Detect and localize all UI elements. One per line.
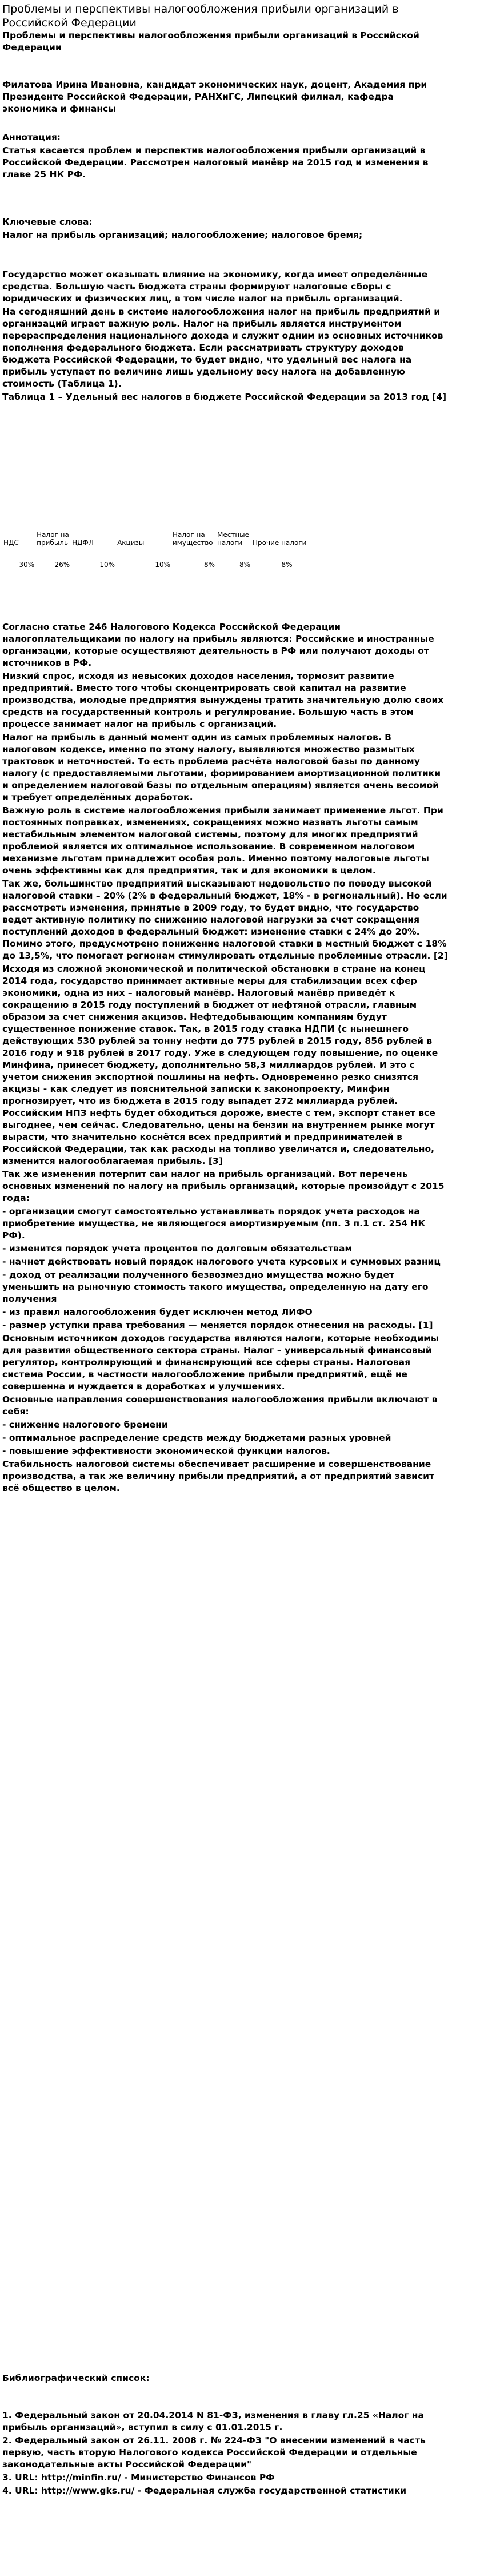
- direction-item: - снижение налогового бремени: [2, 1420, 168, 1430]
- keywords-text: Налог на прибыль организаций; налогообложение; налоговое бремя;: [2, 230, 363, 240]
- table-value-row: [2, 560, 322, 575]
- article-subtitle: Проблемы и перспективы налогообложения прибыли организаций в Российской Федерации: [2, 30, 419, 53]
- table-value-cell: 8%: [203, 560, 215, 569]
- table-header-cell: Налог на имущество: [173, 531, 213, 547]
- intro-section: [2, 269, 448, 404]
- body-paragraph: Важную роль в системе налогообложения прибыли занимает применение льгот. При постоянных поправках, изменениях, сокращениях можно назвать льготы самым нестабильным элементом налоговой системы, поэтому для многих предприятий проблемой является их оптимальное использование. В современном налоговом механизме льготам принадлежит особая роль. Именно поэтому налоговые льготы очень эффективны как для предприятия, так и для экономики в целом.: [2, 805, 443, 876]
- reference-item: 3. URL: http://minfin.ru/ - Министерство Финансов РФ: [2, 2472, 275, 2483]
- keywords-section: [2, 216, 448, 243]
- body-paragraph: Основные направления совершенствования налогообложения прибыли включают в себя:: [2, 1394, 438, 1417]
- table-header-cell: НДФЛ: [72, 539, 94, 547]
- direction-item: - оптимальное распределение средств между бюджетами разных уровней: [2, 1433, 391, 1443]
- intro-paragraph: Государство может оказывать влияние на экономику, когда имеет определённые средства. Большую часть бюджета страны формируют налоговые сборы с юридических и физических лиц, в том числе налог на прибыль организаций.: [2, 269, 428, 304]
- change-item: - доход от реализации полученного безвозмездно имущества можно будет уменьшить на рыночную стоимость такого имущества, определенную на дату его получения: [2, 1270, 429, 1304]
- abstract-label: Аннотация:: [2, 132, 61, 142]
- change-item: - изменится порядок учета процентов по долговым обязательствам: [2, 1243, 353, 1254]
- abstract-text: Статья касается проблем и перспектив налогообложения прибыли организаций в Российской Федерации. Рассмотрен налоговый манёвр на 2015 год и изменения в главе 25 НК РФ.: [2, 145, 429, 180]
- body-paragraph: Низкий спрос, исходя из невысоких доходов населения, тормозит развитие предприятий. Вместо того чтобы сконцентрировать свой капитал на развитие производства, молодые предприятия вынуждены тратить значительную долю своих средств на государственный контроль и регулирование. Большую часть в этом процессе занимает налог на прибыль с организаций.: [2, 671, 444, 729]
- body-paragraph: Так же изменения потерпит сам налог на прибыль организаций. Вот перечень основных изменений по налогу на прибыль организаций, которые произойдут с 2015 года:: [2, 1169, 445, 1203]
- author-info: [2, 79, 448, 116]
- table-value-cell: 30%: [19, 560, 35, 569]
- intro-paragraph: На сегодняшний день в системе налогообложения налог на прибыль предприятий и организаций играет важную роль. Налог на прибыль является инструментом перераспределения национального дохода и служит одним из основных источников пополнения федерального бюджета. Если рассматривать структуру доходов бюджета Российской Федерации, то будет видно, что удельный вес налога на прибыль уступает по величине лишь удельному весу налога на добавленную стоимость (Таблица 1).: [2, 307, 443, 389]
- keywords-label: Ключевые слова:: [2, 217, 93, 227]
- table-caption: Таблица 1 – Удельный вес налогов в бюджете Российской Федерации за 2013 год [4]: [2, 392, 447, 402]
- author-text: Филатова Ирина Ивановна, кандидат экономических наук, доцент, Академия при Президенте Российской Федерации, РАНХиГС, Липецкий филиал, кафедра экономика и финансы: [2, 79, 427, 114]
- table-value-cell: 26%: [54, 560, 70, 569]
- table-header-cell: Прочие налоги: [253, 539, 307, 547]
- body-section: [2, 621, 448, 1496]
- body-paragraph: Налог на прибыль в данный момент один из самых проблемных налогов. В налоговом кодексе, именно по этому налогу, выявляются множество размытых трактовок и неточностей. То есть проблема расчёта налоговой базы по данному налогу (с предоставляемыми льготами, формированием амортизационной политики и определением налоговой базы по отдельным операциям) является очень весомой и требует определённых доработок.: [2, 732, 441, 802]
- body-paragraph: Так же, большинство предприятий высказывают недовольство по поводу высокой налоговой ставки – 20% (2% в федеральный бюджет, 18% - в региональный). Но если рассмотреть изменения, принятые в 2009 году, то будет видно, что государство ведет активную политику по снижению налоговой нагрузки за счет сокращения поступлений доходов в федеральный бюджет: изменение ставки с 24% до 20%. Помимо этого, предусмотрено понижение налоговой ставки в местный бюджет с 18% до 13,5%, что помогает регионам стимулировать отдельные проблемные отрасли. [2]: [2, 878, 448, 961]
- change-item: - начнет действовать новый порядок налогового учета курсовых и суммовых разниц: [2, 1257, 441, 1267]
- abstract-section: [2, 132, 448, 182]
- bibliography-section: [2, 2372, 448, 2498]
- table-header-cell: Акцизы: [117, 539, 145, 547]
- conclusion-paragraph: Стабильность налоговой системы обеспечивает расширение и совершенствование производства, а так же величину прибыли предприятий, а от предприятий зависит всё общество в целом.: [2, 1459, 434, 1493]
- body-paragraph: Согласно статье 246 Налогового Кодекса Российской Федерации налогоплательщиками по налогу на прибыль являются: Российские и иностранные организации, которые осуществляют деятельность в РФ или получают доходы от источников в РФ.: [2, 622, 434, 668]
- body-paragraph: Исходя из сложной экономической и политической обстановки в стране на конец 2014 года, государство принимает активные меры для стабилизации всех сфер экономики, одна из них – налоговый манёвр. Налоговый манёвр приведёт к сокращению в 2015 году поступлений в бюджет от нефтяной отрасли, главным образом за счет снижения акцизов. Нефтедобывающим компаниям будут существенное понижение ставок. Так, в 2015 году ставка НДПИ (с нынешнего действующих 530 рублей за тонну нефти до 775 рублей в 2015 году, 856 рублей в 2016 году и 918 рублей в 2017 году. Уже в следующем году повышение, по оценке Минфина, принесет бюджету, дополнительно 58,3 миллиардов рублей. И это с учетом снижения экспортной пошлины на нефть. Одновременно резко снизятся акцизы - как следует из пояснительной записки к законопроекту, Минфин прогнозирует, что из бюджета в 2015 году выпадет 272 миллиарда рублей. Российским НПЗ нефть будет обходиться дороже, вместе с тем, экспорт станет все выгоднее, чем сейчас. Следовательно, цены на бензин на внутреннем рынке могут вырасти, что значительно коснётся всех предприятий и предпринимателей в Российской Федерации, так как расходы на топливо увеличатся и, следовательно, изменится налогооблагаемая прибыль. [3]: [2, 964, 438, 1166]
- change-item: - организации смогут самостоятельно устанавливать порядок учета расходов на приобретение имущества, не являющегося амортизируемым (пп. 3 п.1 ст. 254 НК РФ).: [2, 1206, 426, 1241]
- reference-item: 2. Федеральный закон от 26.11. 2008 г. № 224-ФЗ "О внесении изменений в часть первую, часть вторую Налогового кодекса Российской Федерации и отдельные законодательные акты Российской Федерации": [2, 2435, 426, 2470]
- table-value-cell: 8%: [281, 560, 293, 569]
- table-header-row: [2, 478, 322, 560]
- change-item: - размер уступки права требования — меняется порядок отнесения на расходы. [1]: [2, 1320, 433, 1330]
- table-value-cell: 10%: [99, 560, 115, 569]
- article-title: Проблемы и перспективы налогообложения прибыли организаций в Российской Федерации: [2, 3, 399, 29]
- table-header-cell: Налог на прибыль: [37, 531, 69, 547]
- table-value-cell: 10%: [155, 560, 170, 569]
- table-header-cell: Местные налоги: [217, 531, 250, 547]
- bibliography-label: Библиографический список:: [2, 2373, 150, 2383]
- table-value-cell: 8%: [239, 560, 250, 569]
- body-paragraph: Основным источником доходов государства являются налоги, которые необходимы для развития общественного сектора страны. Налог – универсальный финансовый регулятор, контролирующий и финансирующий все сферы страны. Налоговая система России, в частности налогообложение прибыли предприятий, ещё не совершенна и нуждается в доработках и улучшениях.: [2, 1333, 439, 1392]
- change-item: - из правил налогообложения будет исключен метод ЛИФО: [2, 1307, 313, 1317]
- table-header-cell: НДС: [3, 539, 19, 547]
- tax-share-table: [2, 478, 322, 575]
- reference-item: 4. URL: http://www.gks.ru/ - Федеральная служба государственной статистики: [2, 2486, 407, 2496]
- direction-item: - повышение эффективности экономической функции налогов.: [2, 1446, 330, 1456]
- reference-item: 1. Федеральный закон от 20.04.2014 N 81-ФЗ, изменения в главу гл.25 «Налог на прибыль организаций», вступил в силу с 01.01.2015 г.: [2, 2410, 424, 2432]
